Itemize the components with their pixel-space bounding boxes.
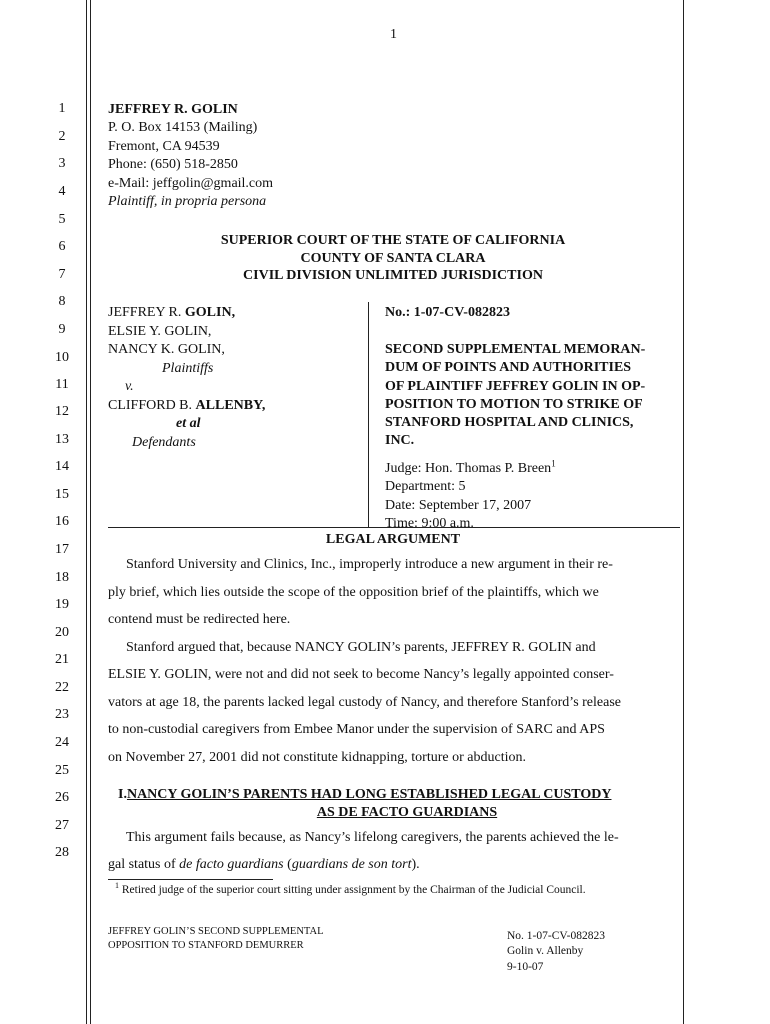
line-number: 11	[55, 377, 69, 392]
attorney-block	[108, 101, 273, 211]
line-number: 9	[58, 322, 66, 337]
page-number: 1	[390, 27, 397, 42]
line-number: 12	[55, 404, 69, 419]
department-line: Department: 5	[385, 479, 466, 495]
body-line: contend must be redirected here.	[108, 612, 291, 627]
line-number: 23	[55, 707, 69, 722]
line-number: 15	[55, 487, 69, 502]
line-number: 22	[55, 680, 69, 695]
line-number: 7	[58, 267, 66, 282]
line-number: 27	[55, 818, 69, 833]
footnote-mark: 1	[115, 881, 119, 891]
body-line: on November 27, 2001 did not constitute kidnapping, torture or abduction.	[108, 750, 526, 765]
caption-divider	[368, 302, 369, 528]
judge-line: Judge: Hon. Thomas P. Breen$^1$	[385, 458, 556, 476]
line-number: 19	[55, 597, 69, 612]
footer-title-line: JEFFREY GOLIN’S SECOND SUPPLEMENTAL	[108, 926, 324, 937]
line-number: 5	[58, 212, 66, 227]
case-title	[385, 341, 680, 451]
footnote-ref: 1	[551, 458, 556, 469]
line-number: 17	[55, 542, 69, 557]
case-title-line: OF PLAINTIFF JEFFREY GOLIN IN OP-	[385, 378, 646, 394]
plaintiff-name: JEFFREY R. GOLIN,	[108, 305, 236, 320]
line-number: 8	[58, 294, 66, 309]
case-title-line: POSITION TO MOTION TO STRIKE OF	[385, 396, 643, 412]
plaintiff-name: NANCY K. GOLIN,	[108, 342, 225, 357]
section-number: I.	[118, 787, 127, 802]
line-number: 4	[58, 184, 66, 199]
line-number: 24	[55, 735, 69, 750]
case-title-line: SECOND SUPPLEMENTAL MEMORAN-	[385, 342, 646, 357]
footer-date: 9-10-07	[507, 960, 544, 973]
attorney-email: e-Mail: jeffgolin@gmail.com	[108, 175, 274, 191]
footer-case-name: Golin v. Allenby	[507, 945, 584, 958]
line-number: 21	[55, 652, 69, 667]
body-line: Stanford University and Clinics, Inc., improperly introduce a new argument in their re-	[126, 557, 613, 572]
hearing-details	[385, 460, 680, 534]
body-line: gal status of de facto guardians (guardians de son tort).	[108, 857, 420, 872]
attorney-phone: Phone: (650) 518-2850	[108, 157, 238, 173]
left-margin-rule-outer	[86, 0, 87, 1024]
caption-parties	[108, 304, 363, 452]
line-number: 1	[58, 101, 66, 116]
right-margin-rule	[683, 0, 684, 1024]
line-number: 6	[58, 239, 66, 254]
case-info	[385, 304, 680, 533]
court-title-line: SUPERIOR COURT OF THE STATE OF CALIFORNIA	[220, 233, 566, 248]
footnote-separator	[108, 879, 273, 880]
line-number: 3	[58, 156, 66, 171]
line-number: 14	[55, 459, 69, 474]
line-number: 13	[55, 432, 69, 447]
court-title-line: COUNTY OF SANTA CLARA	[300, 250, 486, 266]
section-heading-line2: AS DE FACTO GUARDIANS	[316, 805, 498, 820]
et-al-label: et al	[176, 416, 201, 431]
line-number: 20	[55, 625, 69, 640]
line-number: 26	[55, 790, 69, 805]
section-heading-line1: I.NANCY GOLIN’S PARENTS HAD LONG ESTABLISHED LEGAL CUSTODY	[118, 787, 612, 802]
line-number: 2	[58, 129, 66, 144]
court-title-line: CIVIL DIVISION UNLIMITED JURISDICTION	[243, 268, 543, 284]
footer-left	[108, 925, 324, 953]
footer-case-number: No. 1-07-CV-082823	[507, 930, 605, 942]
case-number: No.: 1-07-CV-082823	[385, 305, 510, 320]
attorney-address-city: Fremont, CA 94539	[108, 138, 220, 154]
time-line: Time: 9:00 a.m.	[385, 516, 474, 531]
court-title	[108, 232, 678, 285]
attorney-name: JEFFREY R. GOLIN	[108, 102, 238, 117]
line-number: 10	[55, 350, 69, 365]
attorney-role: Plaintiff, in propria persona	[108, 194, 267, 210]
footnote	[115, 881, 586, 896]
body-line: This argument fails because, as Nancy’s lifelong caregivers, the parents achieved the le-	[126, 830, 619, 845]
case-title-line: STANFORD HOSPITAL AND CLINICS,	[385, 415, 634, 431]
footnote-text: Retired judge of the superior court sitting under assignment by the Chairman of the Judicial Council.	[121, 884, 586, 896]
defendant-name: CLIFFORD B. ALLENBY,	[108, 397, 266, 413]
footer-title-line: OPPOSITION TO STANFORD DEMURRER	[108, 940, 304, 951]
body-line: ply brief, which lies outside the scope of the opposition brief of the plaintiffs, which we	[108, 585, 599, 600]
plaintiffs-label: Plaintiffs	[162, 360, 214, 376]
line-number: 28	[55, 845, 69, 860]
date-line: Date: September 17, 2007	[385, 497, 532, 513]
body-line: to non-custodial caregivers from Embee Manor under the supervision of SARC and APS	[108, 722, 605, 737]
section-heading	[118, 786, 678, 822]
line-number: 18	[55, 570, 69, 585]
left-margin-rule-inner	[90, 0, 91, 1024]
body-line: vators at age 18, the parents lacked legal custody of Nancy, and therefore Stanford’s release	[108, 695, 621, 710]
plaintiff-name: ELSIE Y. GOLIN,	[108, 323, 212, 339]
case-title-line: INC.	[385, 433, 415, 449]
defendants-label: Defendants	[132, 434, 196, 450]
body-line: Stanford argued that, because NANCY GOLIN’s parents, JEFFREY R. GOLIN and	[126, 640, 596, 655]
legal-argument-heading: LEGAL ARGUMENT	[325, 532, 461, 547]
case-title-line: DUM OF POINTS AND AUTHORITIES	[385, 360, 632, 376]
attorney-address-mailing: P. O. Box 14153 (Mailing)	[108, 120, 258, 136]
line-number: 16	[55, 514, 69, 529]
footer-right	[507, 929, 605, 975]
line-number: 25	[55, 763, 69, 778]
body-line: ELSIE Y. GOLIN, were not and did not seek to become Nancy’s legally appointed conser-	[108, 667, 614, 682]
versus-label: v.	[125, 379, 134, 394]
